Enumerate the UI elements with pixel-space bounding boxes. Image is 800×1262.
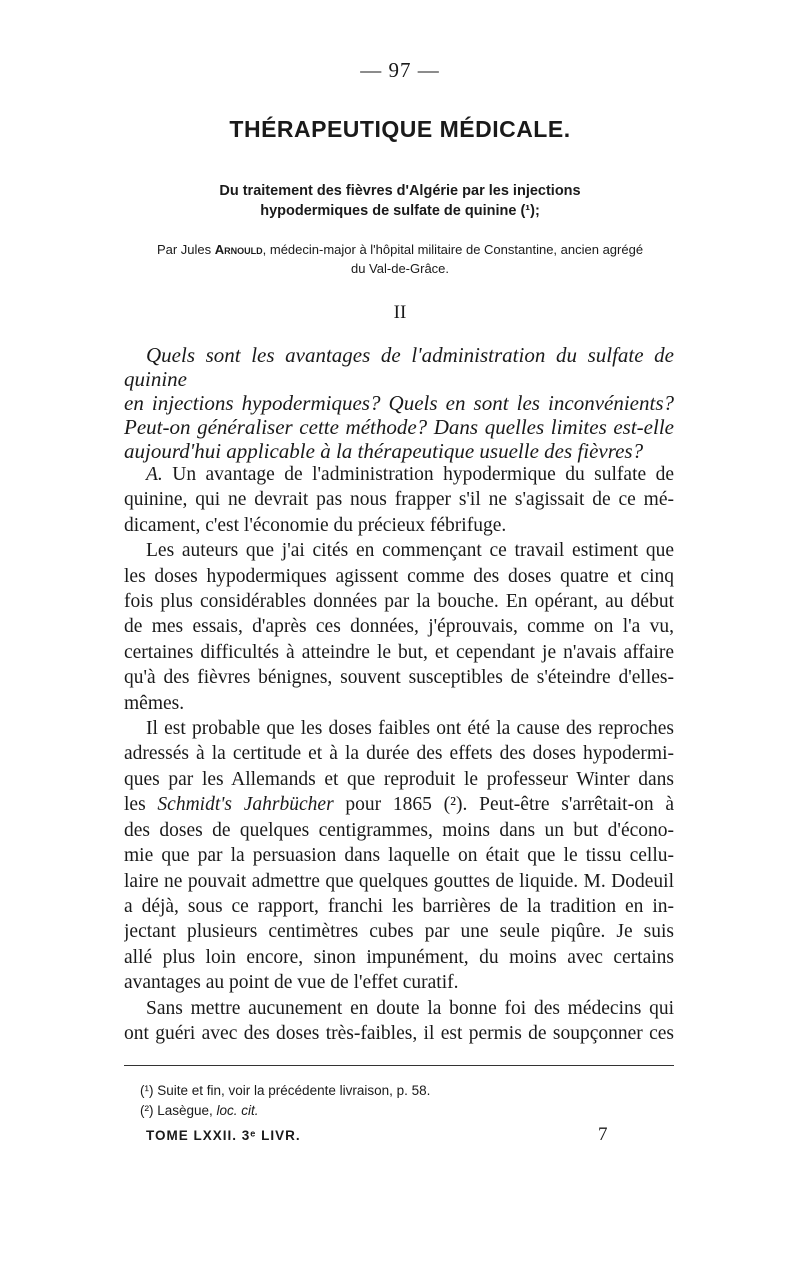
text-line: certaines difficultés à atteindre le but, et cependant je n'avais affaire <box>124 641 674 663</box>
question-line: Peut-on généraliser cette méthode? Dans quelles limites est-elle <box>124 415 674 439</box>
author-rest-1: , médecin-major à l'hôpital militaire de Constantine, ancien agrégé <box>262 242 644 257</box>
question-line: en injections hypodermiques? Quels en sont les inconvénients? <box>124 391 674 415</box>
footnote-text: (²) Lasègue, <box>140 1103 217 1118</box>
text-segment: Un avantage de l'administration hypodermique du sulfate de <box>162 464 674 485</box>
part-number: II <box>393 302 407 323</box>
text-line: laire ne pouvait admettre que quelques gouttes de liquide. M. Dodeuil <box>124 870 674 892</box>
signature-number: 7 <box>598 1124 608 1145</box>
footnote-1: (¹) Suite et fin, voir la précédente livraison, p. 58. <box>140 1083 431 1098</box>
text-line: qu'à des fièvres bénignes, souvent susceptibles de s'éteindre d'elles- <box>124 667 674 689</box>
author-line-2: du Val-de-Grâce. <box>350 261 450 276</box>
text-line: a déjà, sous ce rapport, franchi les barrières de la tradition en in- <box>124 895 674 917</box>
text-line: Sans mettre aucunement en doute la bonne foi des médecins qui <box>146 997 674 1019</box>
question-line: aujourd'hui applicable à la thérapeutique usuelle des fièvres? <box>124 439 644 463</box>
article-title <box>150 181 650 221</box>
text-line: adressés à la certitude et à la durée des effets des doses hypodermi- <box>124 743 674 765</box>
text-line: Les auteurs que j'ai cités en commençant ce travail estiment que <box>146 540 674 562</box>
text-line: mie que par la persuasion dans laquelle on était que le tissu cellu- <box>124 845 674 867</box>
text-line <box>124 792 674 817</box>
text-line: des doses de quelques centigrammes, moins dans un but d'écono- <box>124 819 674 841</box>
article-title-line-1: Du traitement des fièvres d'Algérie par les injections <box>219 183 581 199</box>
printer-signature: TOME LXXII. 3ᵉ LIVR. <box>146 1128 301 1143</box>
text-line <box>124 462 674 487</box>
text-line: mêmes. <box>124 692 185 714</box>
text-line: de mes essais, d'après ces données, j'éprouvais, comme on l'a vu, <box>124 616 674 638</box>
text-line: ques par les Allemands et que reproduit le professeur Winter dans <box>124 768 674 790</box>
text-line: Il est probable que les doses faibles ont été la cause des reproches <box>146 718 674 740</box>
footnotes <box>140 1081 660 1121</box>
text-line: avantages au point de vue de l'effet curatif. <box>124 972 459 994</box>
paragraph-lead: A. <box>146 464 163 485</box>
text-line: allé plus loin encore, sinon impunément, du moins avec certains <box>124 946 674 968</box>
author-prefix: Par Jules <box>156 242 215 257</box>
author-line-1 <box>120 240 680 259</box>
body-text <box>124 462 674 1046</box>
text-line: fois plus considérables données par la bouche. En opérant, au début <box>124 591 674 613</box>
text-segment: pour 1865 (²). Peut-être s'arrêtait-on à <box>333 794 674 816</box>
question-paragraph <box>124 343 674 463</box>
footnote-2 <box>140 1101 660 1121</box>
question-line: Quels sont les avantages de l'administration du sulfate de quinine <box>124 343 674 391</box>
author-byline <box>120 240 680 278</box>
text-segment: les <box>124 794 158 816</box>
section-title: THÉRAPEUTIQUE MÉDICALE. <box>229 116 571 142</box>
cited-work: Schmidt's Jahrbücher <box>157 794 334 816</box>
page-number: — 97 — <box>360 58 440 82</box>
text-line: jectant plusieurs centimètres cubes par une seule piqûre. Je suis <box>124 921 674 943</box>
text-line: dicament, c'est l'économie du précieux fébrifuge. <box>124 514 507 536</box>
article-title-line-2: hypodermiques de sulfate de quinine (¹); <box>260 203 540 219</box>
footnote-citation: loc. cit. <box>216 1103 259 1118</box>
text-line: ont guéri avec des doses très-faibles, il est permis de soupçonner ces <box>124 1022 674 1044</box>
text-line: quinine, qui ne devrait pas nous frapper s'il ne s'agissait de ce mé- <box>124 489 674 511</box>
text-line: les doses hypodermiques agissent comme des doses quatre et cinq <box>124 565 674 587</box>
author-name: Arnould <box>214 242 263 257</box>
footnote-divider <box>124 1065 674 1066</box>
